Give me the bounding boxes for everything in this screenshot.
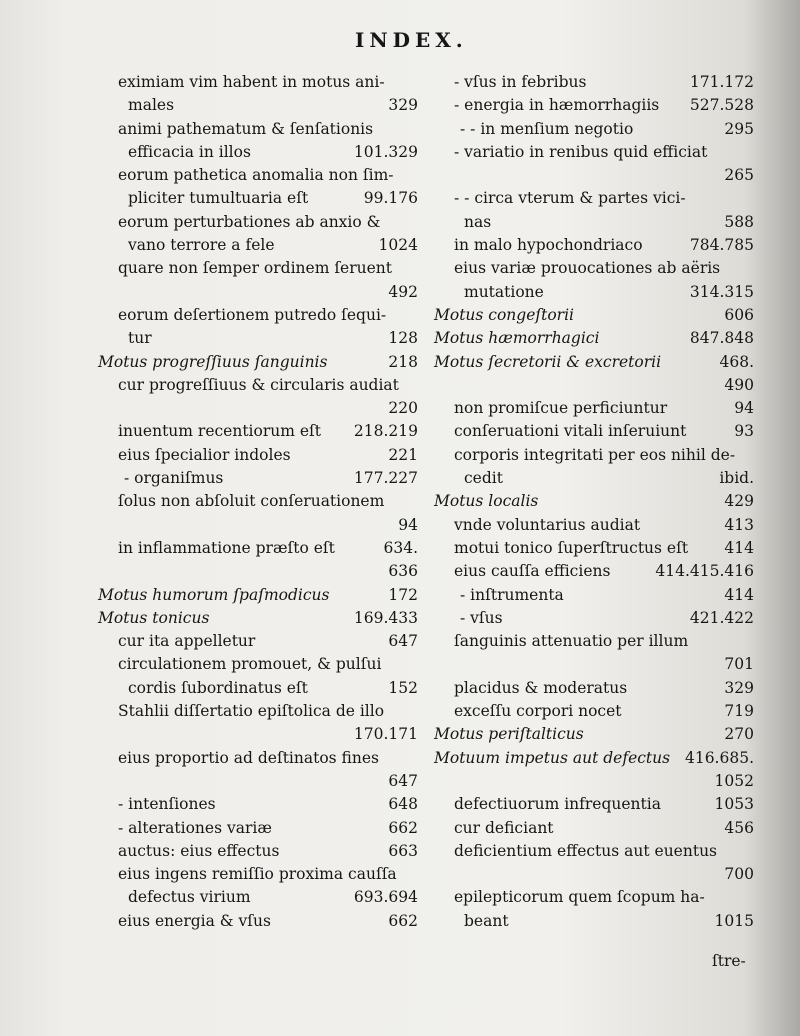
entry-text: - inſtrumenta	[460, 585, 564, 604]
index-entry	[98, 653, 418, 676]
index-entry	[98, 817, 418, 840]
entry-page-number: 270	[724, 725, 754, 744]
index-entry	[434, 910, 754, 933]
index-entry	[434, 351, 754, 374]
entry-page-number: 421.422	[689, 608, 754, 627]
entry-text: Motus progreſſiuus ſanguinis	[98, 352, 328, 371]
entry-page-number: 413	[724, 515, 754, 534]
index-entry	[98, 71, 418, 94]
entry-text: - variatio in renibus quid efficiat	[454, 142, 708, 161]
entry-text: non promiſcue perficiuntur	[454, 399, 668, 418]
entry-page-number: 693.694	[353, 888, 418, 907]
index-entry	[434, 886, 754, 909]
index-entry	[434, 560, 754, 583]
entry-page-number: 177.227	[353, 469, 418, 488]
entry-page-number: 662	[388, 818, 418, 837]
entry-page-number: 218.219	[353, 422, 418, 441]
entry-text: beant	[464, 911, 509, 930]
index-entry	[98, 770, 418, 793]
index-entry	[434, 584, 754, 607]
entry-text: mutatione	[464, 282, 544, 301]
entry-text: in malo hypochondriaco	[454, 236, 643, 255]
entry-text: - organiſmus	[124, 469, 224, 488]
index-entry	[434, 420, 754, 443]
index-entry	[434, 490, 754, 513]
entry-page-number: 172	[388, 585, 418, 604]
index-entry	[434, 71, 754, 94]
entry-text: in inflammatione præſto eſt	[118, 538, 335, 557]
index-entry	[434, 234, 754, 257]
entry-page-number: 648	[388, 795, 418, 814]
index-entry	[434, 444, 754, 467]
index-entry	[434, 397, 754, 420]
entry-text: efficacia in illos	[128, 142, 251, 161]
index-entry	[98, 910, 418, 933]
entry-text: eius ſpecialior indoles	[118, 445, 291, 464]
entry-text: eorum perturbationes ab anxio &	[118, 212, 381, 231]
entry-page-number: 220	[388, 399, 418, 418]
entry-text: motui tonico ſuperſtructus eſt	[454, 538, 689, 557]
entry-text: Motus periſtalticus	[434, 725, 584, 744]
entry-text: eorum deſertionem putredo ſequi-	[118, 305, 387, 324]
entry-text: epilepticorum quem ſcopum ha-	[454, 888, 705, 907]
entry-page-number: 1024	[378, 236, 418, 255]
entry-page-number: 170.171	[353, 725, 418, 744]
entry-page-number: 634.	[383, 538, 418, 557]
index-entry	[98, 723, 418, 746]
entry-text: eorum pathetica anomalia non ſim-	[118, 166, 394, 185]
index-entry	[98, 211, 418, 234]
entry-page-number: 847.848	[689, 329, 754, 348]
entry-text: eius variæ prouocationes ab aëris	[454, 259, 721, 278]
index-entry	[98, 560, 418, 583]
entry-page-number: 329	[724, 678, 754, 697]
entry-text: - vſus	[460, 608, 503, 627]
index-entry	[98, 444, 418, 467]
index-entry	[434, 187, 754, 210]
entry-text: exceſſu corpori nocet	[454, 702, 622, 721]
index-entry	[434, 327, 754, 350]
index-entry	[98, 630, 418, 653]
entry-page-number: 329	[388, 96, 418, 115]
entry-text: deficientium effectus aut euentus	[454, 841, 718, 860]
entry-page-number: 663	[388, 841, 418, 860]
entry-text: cordis ſubordinatus eſt	[128, 678, 308, 697]
entry-text: Motus localis	[434, 492, 539, 511]
index-entry	[98, 257, 418, 280]
index-entry	[98, 490, 418, 513]
entry-text: corporis integritati per eos nihil de-	[454, 445, 736, 464]
entry-text: eius energia & vſus	[118, 911, 271, 930]
entry-text: Motus hæmorrhagici	[434, 329, 600, 348]
entry-text: defectus virium	[128, 888, 251, 907]
entry-page-number: 414.415.416	[655, 562, 754, 581]
entry-text: - intenſiones	[118, 795, 216, 814]
index-entry	[98, 420, 418, 443]
index-entry	[98, 187, 418, 210]
entry-text: - - circa vterum & partes vici-	[454, 189, 686, 208]
entry-text: pliciter tumultuaria eſt	[128, 189, 309, 208]
index-entry	[434, 747, 754, 770]
entry-page-number: ibid.	[719, 469, 754, 488]
page-title: INDEX.	[355, 28, 468, 52]
entry-page-number: 414	[724, 585, 754, 604]
entry-page-number: 152	[388, 678, 418, 697]
entry-text: circulationem promouet, & pulſui	[118, 655, 382, 674]
entry-text: ſolus non abſoluit conſeruationem	[118, 492, 385, 511]
index-entry	[434, 770, 754, 793]
entry-page-number: 101.329	[353, 142, 418, 161]
index-entry	[98, 281, 418, 304]
index-entry	[434, 467, 754, 490]
entry-text: Motus congeſtorii	[434, 305, 575, 324]
index-entry	[98, 700, 418, 723]
entry-text: - - in menſium negotio	[460, 119, 634, 138]
entry-text: eius proportio ad deſtinatos fines	[118, 748, 379, 767]
entry-text: cur progreſſiuus & circularis audiat	[118, 375, 399, 394]
entry-page-number: 265	[724, 166, 754, 185]
index-entry	[434, 537, 754, 560]
index-entry	[434, 607, 754, 630]
index-entry	[98, 863, 418, 886]
entry-page-number: 1053	[714, 795, 754, 814]
entry-page-number: 636	[388, 562, 418, 581]
entry-page-number: 468.	[719, 352, 754, 371]
index-entry	[98, 840, 418, 863]
index-entry	[98, 793, 418, 816]
entry-page-number: 171.172	[689, 73, 754, 91]
index-entry	[98, 327, 418, 350]
entry-page-number: 99.176	[363, 189, 418, 208]
index-entry	[434, 304, 754, 327]
entry-page-number: 94	[398, 515, 418, 534]
entry-page-number: 606	[724, 305, 754, 324]
entry-page-number: 416.685.	[684, 748, 754, 767]
index-column-left	[98, 71, 418, 933]
entry-text: defectiuorum infrequentia	[454, 795, 661, 814]
entry-page-number: 1015	[714, 911, 754, 930]
entry-text: males	[128, 96, 175, 115]
index-entry	[434, 840, 754, 863]
entry-page-number: 221	[388, 445, 418, 464]
entry-text: Motuum impetus aut defectus	[434, 748, 671, 767]
index-entry	[434, 211, 754, 234]
index-entry	[98, 234, 418, 257]
entry-text: ſanguinis attenuatio per illum	[454, 632, 689, 651]
entry-text: animi pathematum & ſenſationis	[118, 119, 374, 138]
index-entry	[434, 677, 754, 700]
entry-page-number: 218	[388, 352, 418, 371]
entry-page-number: 527.528	[689, 96, 754, 115]
entry-page-number: 128	[388, 329, 418, 348]
entry-page-number: 1052	[714, 771, 754, 790]
entry-page-number: 414	[724, 538, 754, 557]
index-entry	[98, 94, 418, 117]
entry-text: placidus & moderatus	[454, 678, 628, 697]
entry-text: conſeruationi vitali inſeruiunt	[454, 422, 687, 441]
index-entry	[434, 118, 754, 141]
index-entry	[434, 653, 754, 676]
entry-text: nas	[464, 212, 492, 231]
entry-text: - energia in hæmorrhagiis	[454, 96, 660, 115]
index-column-right	[434, 71, 754, 933]
entry-text: Motus humorum ſpaſmodicus	[98, 585, 330, 604]
index-entry	[434, 863, 754, 886]
entry-text: cur deficiant	[454, 818, 554, 837]
entry-text: vnde voluntarius audiat	[454, 515, 641, 534]
index-entry	[98, 374, 418, 397]
entry-text: quare non ſemper ordinem ſeruent	[118, 259, 393, 278]
index-entry	[98, 677, 418, 700]
index-entry	[98, 397, 418, 420]
index-entry	[434, 94, 754, 117]
catchword: ſtre-	[712, 952, 746, 970]
index-entry	[434, 374, 754, 397]
index-entry	[98, 164, 418, 187]
entry-text: vano terrore a fele	[128, 236, 275, 255]
entry-page-number: 429	[724, 492, 754, 511]
entry-page-number: 662	[388, 911, 418, 930]
entry-text: Stahlii diſſertatio epiſtolica de illo	[118, 702, 385, 721]
index-entry	[434, 793, 754, 816]
entry-page-number: 700	[724, 865, 754, 884]
index-entry	[434, 700, 754, 723]
entry-page-number: 169.433	[353, 608, 418, 627]
entry-text: - alterationes variæ	[118, 818, 272, 837]
entry-page-number: 93	[734, 422, 754, 441]
index-entry	[98, 607, 418, 630]
entry-page-number: 94	[734, 399, 754, 418]
entry-page-number: 784.785	[689, 236, 754, 255]
entry-text: cedit	[464, 469, 503, 488]
index-entry	[98, 537, 418, 560]
index-entry	[98, 304, 418, 327]
index-entry	[98, 584, 418, 607]
index-entry	[98, 118, 418, 141]
entry-page-number: 588	[724, 212, 754, 231]
entry-text: - vſus in febribus	[454, 73, 587, 91]
index-entry	[98, 141, 418, 164]
entry-text: eius ingens remiſſio proxima cauſſa	[118, 865, 397, 884]
index-entry	[434, 514, 754, 537]
index-entry	[98, 886, 418, 909]
entry-text: eximiam vim habent in motus ani-	[118, 73, 385, 91]
index-entry	[434, 164, 754, 187]
index-entry	[434, 281, 754, 304]
entry-page-number: 456	[724, 818, 754, 837]
entry-text: eius cauſſa efficiens	[454, 562, 611, 581]
entry-page-number: 647	[388, 632, 418, 651]
entry-page-number: 490	[724, 375, 754, 394]
index-entry	[434, 723, 754, 746]
entry-text: inuentum recentiorum eſt	[118, 422, 322, 441]
entry-page-number: 719	[724, 702, 754, 721]
entry-text: Motus tonicus	[98, 608, 210, 627]
entry-text: cur ita appelletur	[118, 632, 256, 651]
entry-page-number: 295	[724, 119, 754, 138]
index-entry	[434, 630, 754, 653]
index-entry	[434, 141, 754, 164]
entry-text: auctus: eius effectus	[118, 841, 280, 860]
index-entry	[98, 747, 418, 770]
entry-page-number: 647	[388, 771, 418, 790]
index-entry	[98, 351, 418, 374]
entry-page-number: 314.315	[689, 282, 754, 301]
entry-page-number: 701	[724, 655, 754, 674]
index-entry	[434, 817, 754, 840]
index-entry	[98, 467, 418, 490]
entry-text: Motus ſecretorii & excretorii	[434, 352, 662, 371]
index-entry	[434, 257, 754, 280]
entry-page-number: 492	[388, 282, 418, 301]
index-entry	[98, 514, 418, 537]
entry-text: tur	[128, 329, 152, 348]
